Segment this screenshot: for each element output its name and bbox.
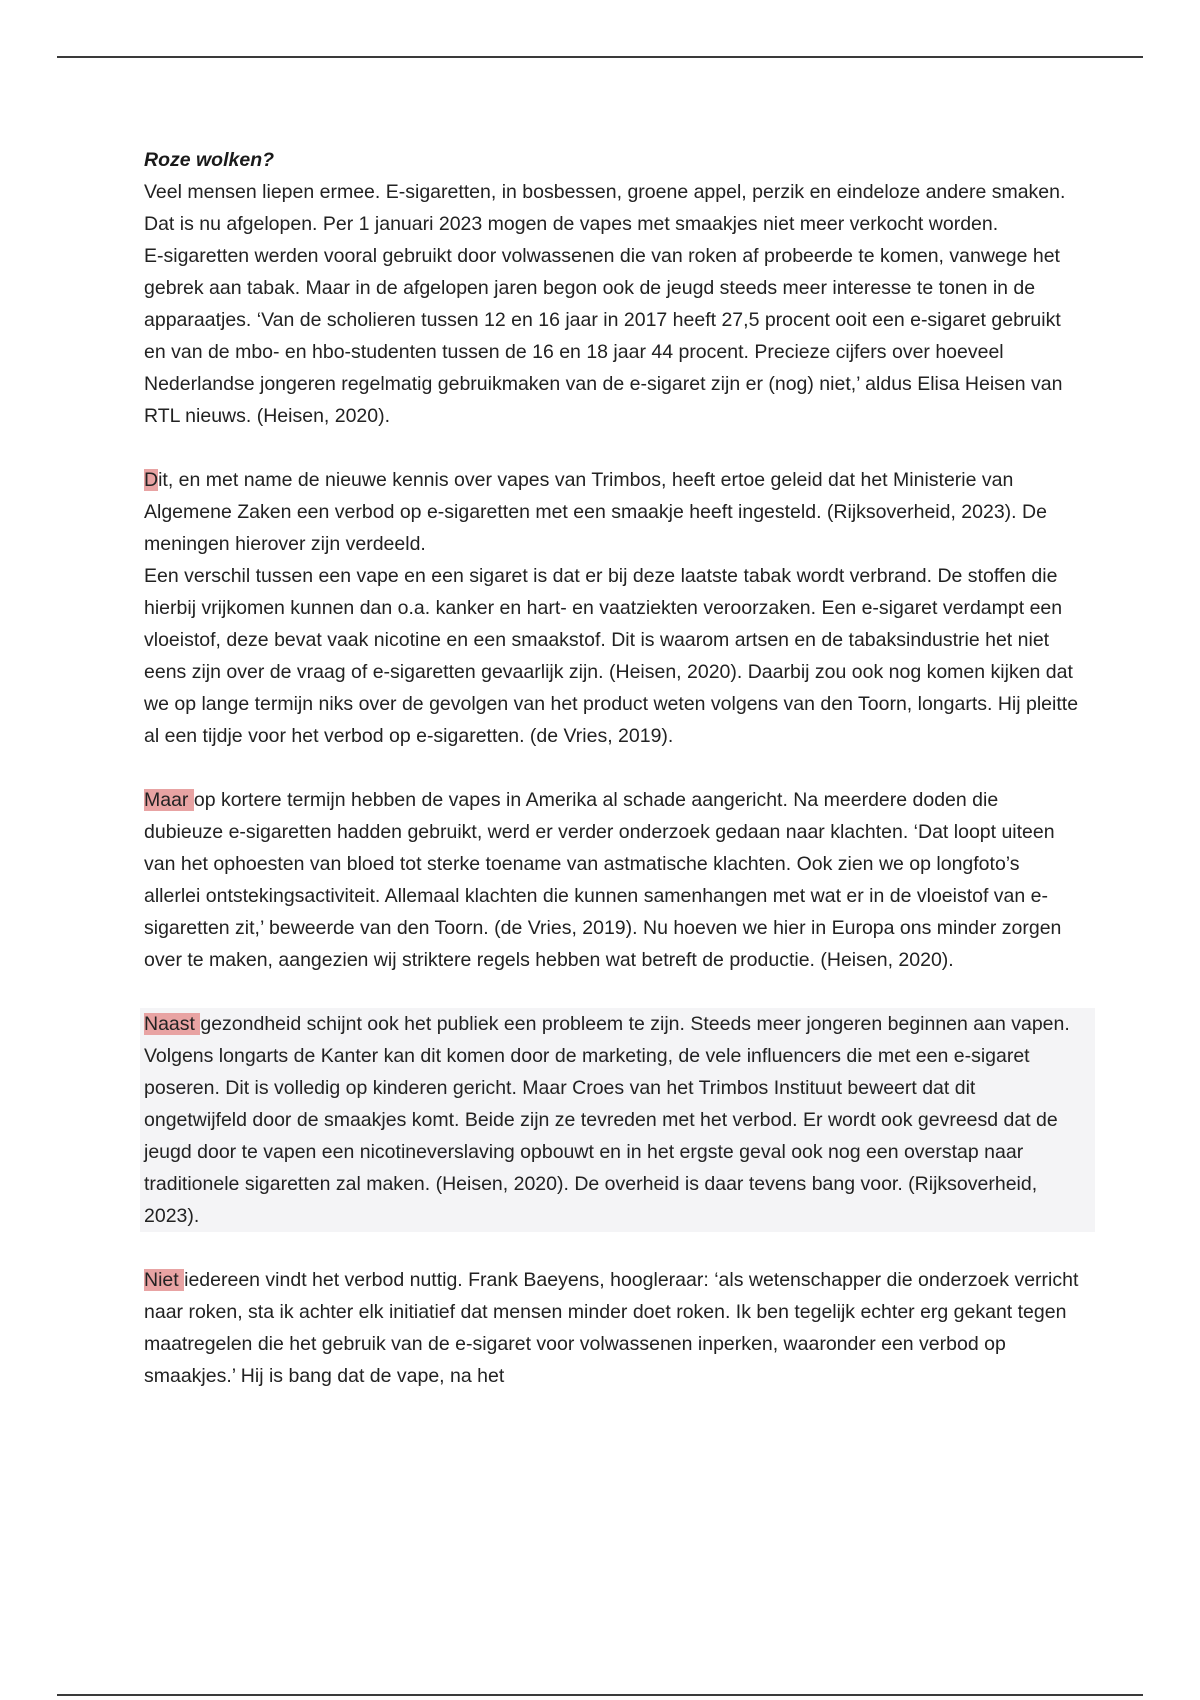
- paragraph-damage: [144, 784, 1079, 976]
- paragraph-usage: E-sigaretten werden vooral gebruikt door volwassenen die van roken af probeerde te komen, vanwege het gebrek aan tabak. Maar in de afgelopen jaren begon ook de jeugd steeds meer interesse te tonen in de apparaatjes. ‘Van de scholieren tussen 12 en 16 jaar in 2017 heeft 27,5 procent ooit een e-sigaret gebruikt en van de mbo- en hbo-studenten tussen de 16 en 18 jaar 44 procent. Precieze cijfers over hoeveel Nederlandse jongeren regelmatig gebruikmaken van de e-sigaret zijn er (nog) niet,’ aldus Elisa Heisen van RTL nieuws. (Heisen, 2020).: [144, 245, 1063, 427]
- paragraph-difference: Een verschil tussen een vape en een sigaret is dat er bij deze laatste tabak wordt verbrand. De stoffen die hierbij vrijkomen kunnen dan o.a. kanker en hart- en vaatziekten veroorzaken. Een e-sigaret verdampt een vloeistof, deze bevat vaak nicotine en een smaakstof. Dit is waarom artsen en de tabaksindustrie het niet eens zijn over de vraag of e-sigaretten gevaarlijk zijn. (Heisen, 2020). Daarbij zou ook nog komen kijken dat we op lange termijn niks over de gevolgen van het product weten volgens van den Toorn, longarts. Hij pleitte al een tijdje voor het verbod op e-sigaretten. (de Vries, 2019).: [144, 565, 1079, 747]
- highlight-mark: Naast: [144, 1013, 201, 1035]
- document-title: Roze wolken?: [144, 149, 275, 171]
- highlight-mark: Maar: [144, 789, 194, 811]
- paragraph-gap: [144, 432, 1079, 464]
- document-body: [144, 144, 1079, 1392]
- paragraph-ban: [144, 464, 1079, 560]
- header-rule: [57, 56, 1143, 58]
- paragraph-gap: [144, 752, 1079, 784]
- paragraph-public: [140, 1008, 1095, 1232]
- highlight-mark: Niet: [144, 1269, 185, 1291]
- paragraph-opinion-text: iedereen vindt het verbod nuttig. Frank Baeyens, hoogleraar: ‘als wetenschapper die onderzoek verricht naar roken, sta ik achter elk initiatief dat mensen minder doet roken. Ik ben tegelijk echter erg gekant tegen maatregelen die het gebruik van de e-sigaret voor volwassenen inperken, waaronder een verbod op smaakjes.’ Hij is bang dat de vape, na het: [144, 1269, 1079, 1387]
- paragraph-gap: [144, 976, 1079, 1008]
- paragraph-ban-text: it, en met name de nieuwe kennis over vapes van Trimbos, heeft ertoe geleid dat het Ministerie van Algemene Zaken een verbod op e-sigaretten met een smaakje heeft ingesteld. (Rijksoverheid, 2023). De meningen hierover zijn verdeeld.: [144, 469, 1047, 555]
- paragraph-intro: Veel mensen liepen ermee. E-sigaretten, in bosbessen, groene appel, perzik en eindeloze andere smaken. Dat is nu afgelopen. Per 1 januari 2023 mogen de vapes met smaakjes niet meer verkocht worden.: [144, 181, 1066, 235]
- paragraph-gap: [144, 1232, 1079, 1264]
- paragraph-opinion: [144, 1264, 1079, 1392]
- paragraph-damage-text: op kortere termijn hebben de vapes in Amerika al schade aangericht. Na meerdere doden die dubieuze e-sigaretten hadden gebruikt, werd er verder onderzoek gedaan naar klachten. ‘Dat loopt uiteen van het ophoesten van bloed tot sterke toename van astmatische klachten. Ook zien we op longfoto’s allerlei ontstekingsactiviteit. Allemaal klachten die kunnen samenhangen met wat er in de vloeistof van e-sigaretten zit,’ beweerde van den Toorn. (de Vries, 2019). Nu hoeven we hier in Europa ons minder zorgen over te maken, aangezien wij striktere regels hebben wat betreft de productie. (Heisen, 2020).: [144, 789, 1062, 971]
- highlight-mark: D: [144, 469, 159, 491]
- footer-rule: [57, 1694, 1143, 1696]
- paragraph-public-text: gezondheid schijnt ook het publiek een probleem te zijn. Steeds meer jongeren beginnen aan vapen. Volgens longarts de Kanter kan dit komen door de marketing, de vele influencers die met een e-sigaret poseren. Dit is volledig op kinderen gericht. Maar Croes van het Trimbos Instituut beweert dat dit ongetwijfeld door de smaakjes komt. Beide zijn ze tevreden met het verbod. Er wordt ook gevreesd dat de jeugd door te vapen een nicotineverslaving opbouwt en in het ergste geval ook nog een overstap naar traditionele sigaretten zal maken. (Heisen, 2020). De overheid is daar tevens bang voor. (Rijksoverheid, 2023).: [144, 1013, 1070, 1227]
